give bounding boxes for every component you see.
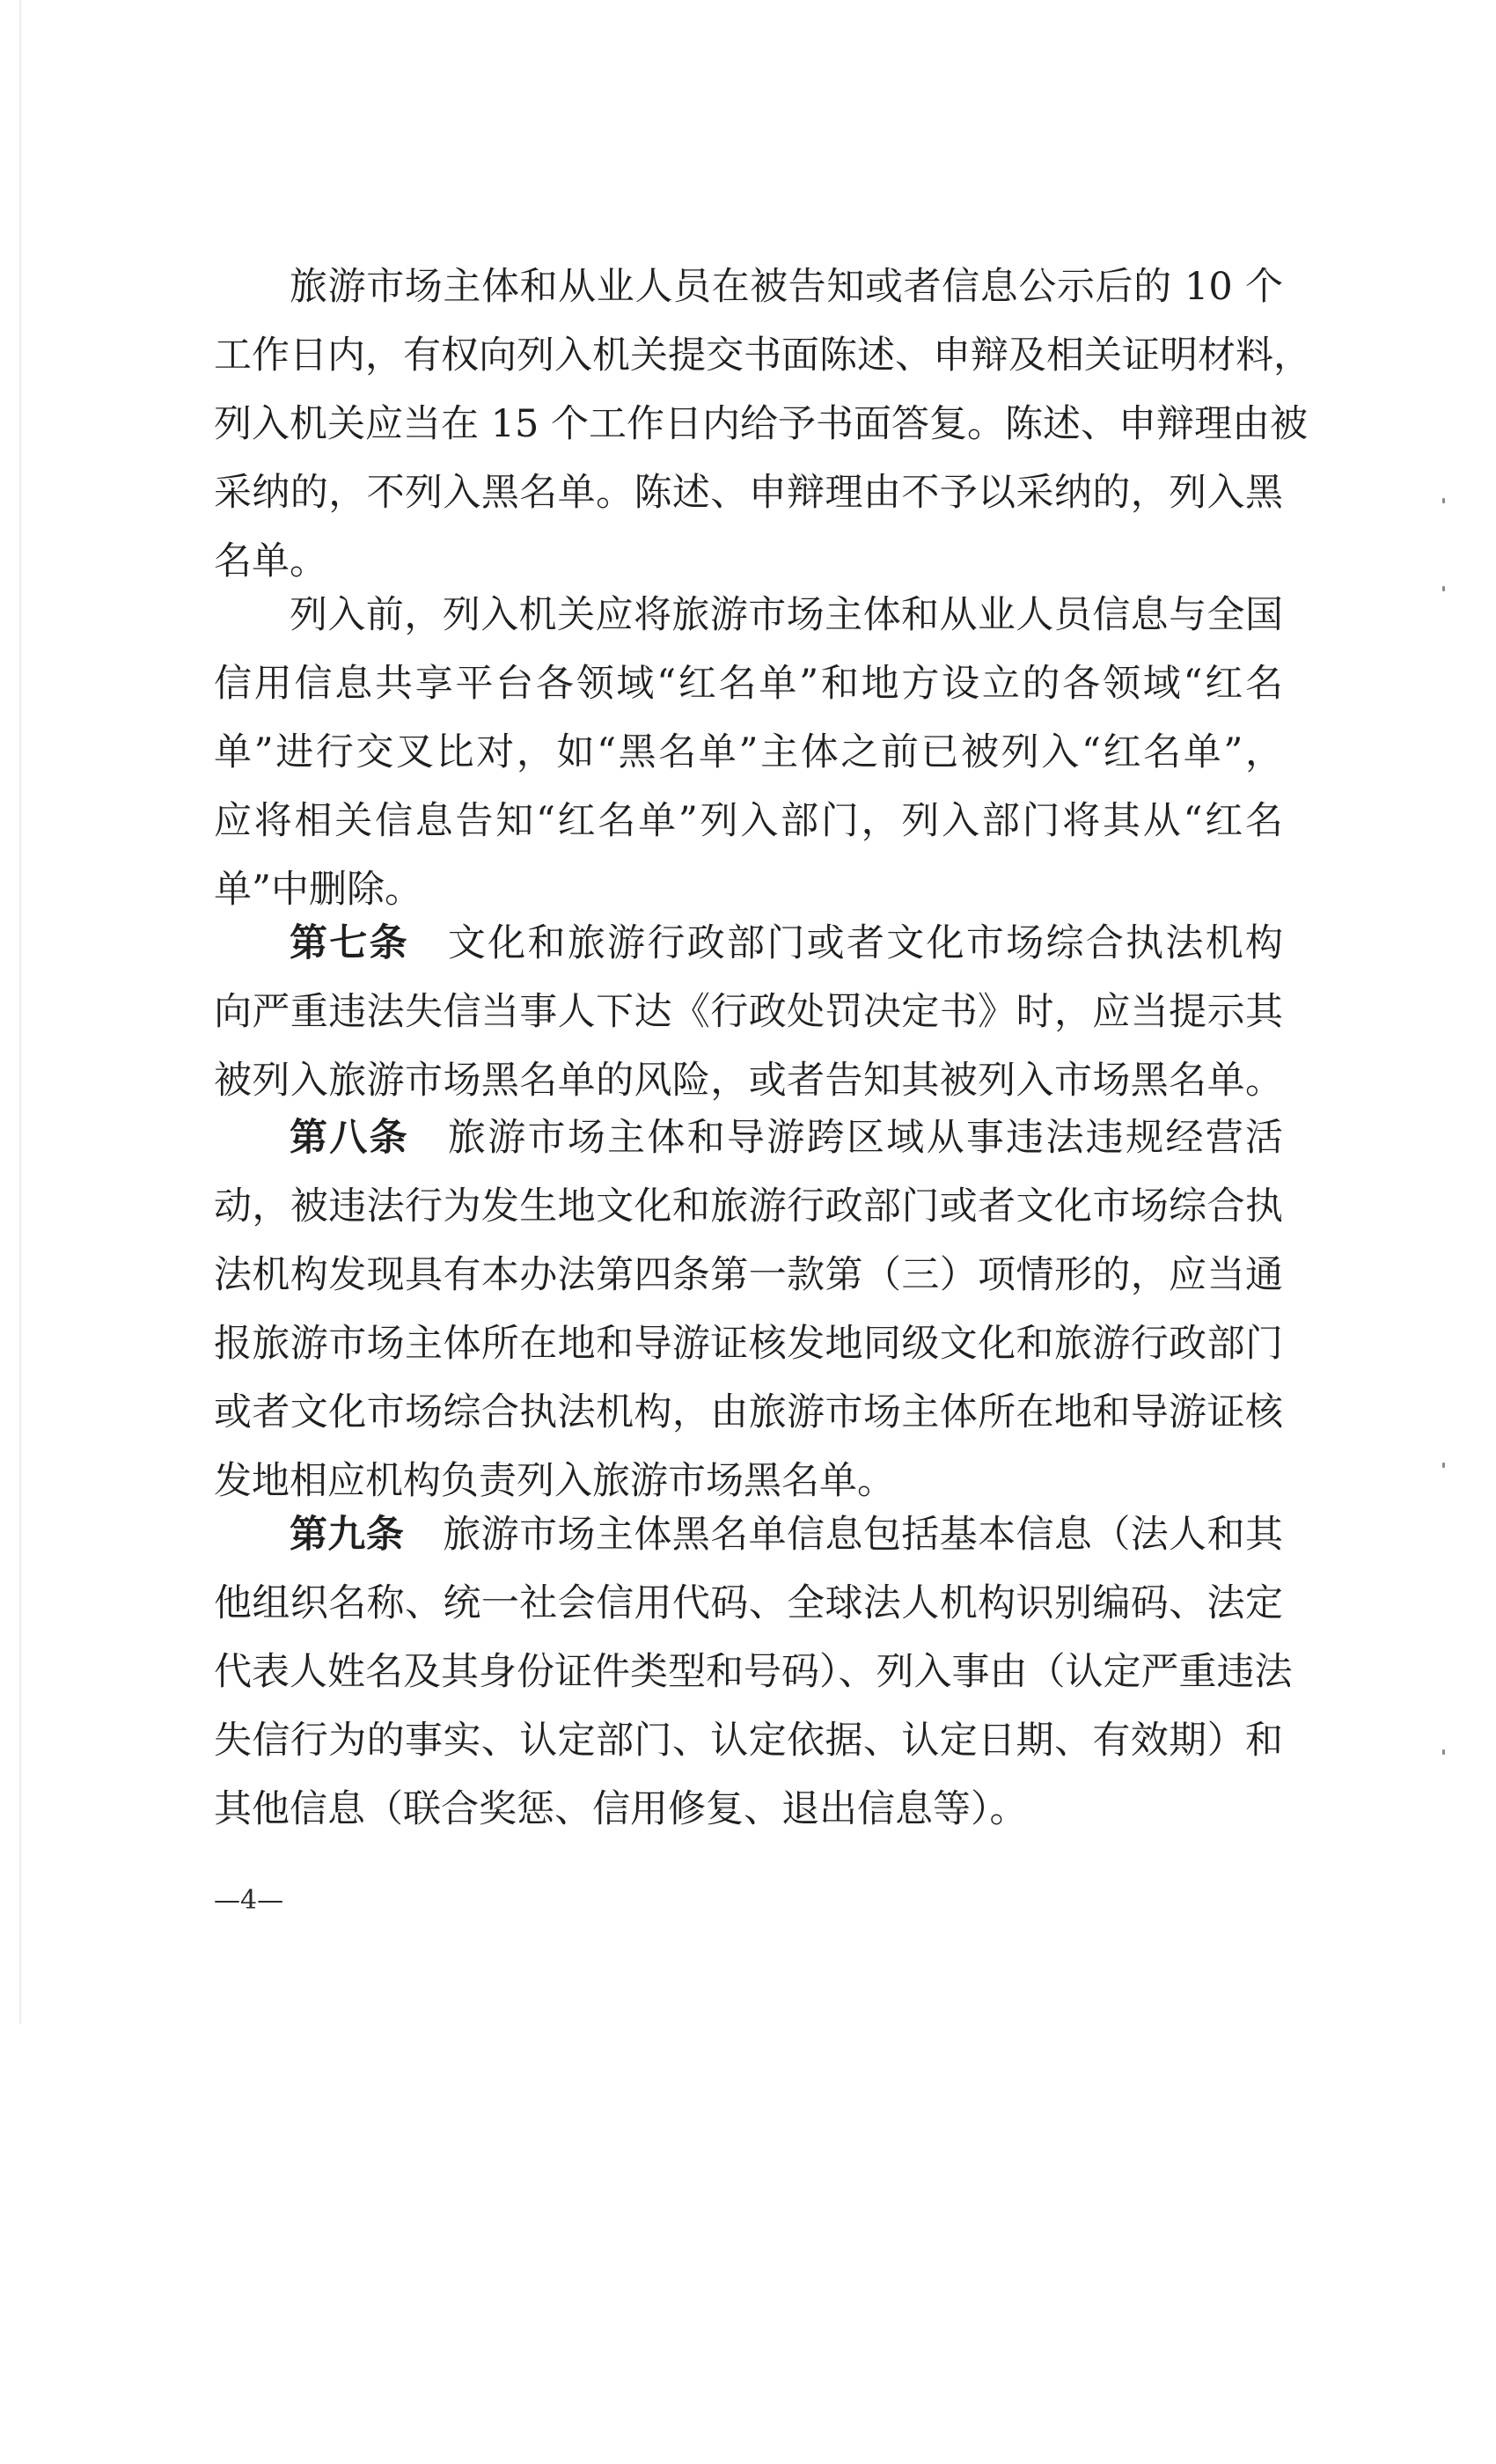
article-9-line-3: 代表人姓名及其身份证件类型和号码）、列入事由（认定严重违法 [214, 1650, 1293, 1694]
paragraph-2-line-3: 单”进行交叉比对，如“黑名单”主体之前已被列入“红名单”， [214, 730, 1283, 774]
paragraph-2-line-5: 单”中删除。 [214, 868, 422, 912]
paragraph-2-line-2: 信用信息共享平台各领域“红名单”和地方设立的各领域“红名 [214, 662, 1283, 706]
scanned-page-edge [19, 0, 21, 2024]
article-9-line-4: 失信行为的事实、认定部门、认定依据、认定日期、有效期）和 [214, 1719, 1283, 1763]
article-8-line-3: 法机构发现具有本办法第四条第一款第（三）项情形的，应当通 [214, 1253, 1283, 1297]
article-7-heading: 第七条 [290, 921, 409, 965]
paragraph-1-line-5: 名单。 [214, 539, 327, 583]
article-8-line-4: 报旅游市场主体所在地和导游证核发地同级文化和旅游行政部门 [214, 1322, 1283, 1366]
page-number: —4— [214, 1885, 284, 1916]
article-9-heading: 第九条 [290, 1513, 405, 1557]
article-8-line-5: 或者文化市场综合执法机构，由旅游市场主体所在地和导游证核 [214, 1390, 1283, 1434]
article-8-line-2: 动，被违法行为发生地文化和旅游行政部门或者文化市场综合执 [214, 1184, 1283, 1228]
article-9-text: 旅游市场主体黑名单信息包括基本信息（法人和其 [443, 1513, 1283, 1557]
article-8-heading: 第八条 [290, 1116, 409, 1160]
article-9-line-5: 其他信息（联合奖惩、信用修复、退出信息等）。 [214, 1787, 1028, 1831]
paragraph-1-line-3: 列入机关应当在 15 个工作日内给予书面答复。陈述、申辩理由被 [214, 402, 1309, 446]
paragraph-1-line-2: 工作日内，有权向列入机关提交书面陈述、申辩及相关证明材料， [214, 334, 1311, 378]
article-7-line-3: 被列入旅游市场黑名单的风险，或者告知其被列入市场黑名单。 [214, 1059, 1283, 1103]
scan-artifact [1442, 586, 1445, 591]
scan-artifact [1442, 1463, 1445, 1468]
paragraph-2-line-1: 列入前，列入机关应将旅游市场主体和从业人员信息与全国 [290, 593, 1283, 637]
article-8-text: 旅游市场主体和导游跨区域从事违法违规经营活 [447, 1116, 1284, 1160]
article-9-line-1 [290, 1507, 1283, 1562]
paragraph-2-line-4: 应将相关信息告知“红名单”列入部门，列入部门将其从“红名 [214, 799, 1283, 843]
article-7-line-1 [290, 916, 1283, 971]
article-8-line-1 [290, 1111, 1283, 1165]
paragraph-1-line-1: 旅游市场主体和从业人员在被告知或者信息公示后的 10 个 [290, 265, 1283, 309]
scan-artifact [1442, 498, 1445, 503]
article-7-line-2: 向严重违法失信当事人下达《行政处罚决定书》时，应当提示其 [214, 990, 1283, 1034]
article-7-text: 文化和旅游行政部门或者文化市场综合执法机构 [447, 921, 1284, 965]
paragraph-1-line-4: 采纳的，不列入黑名单。陈述、申辩理由不予以采纳的，列入黑 [214, 471, 1283, 515]
scan-artifact [1442, 1749, 1445, 1755]
article-8-line-6: 发地相应机构负责列入旅游市场黑名单。 [214, 1459, 895, 1503]
article-9-line-2: 他组织名称、统一社会信用代码、全球法人机构识别编码、法定 [214, 1581, 1283, 1625]
